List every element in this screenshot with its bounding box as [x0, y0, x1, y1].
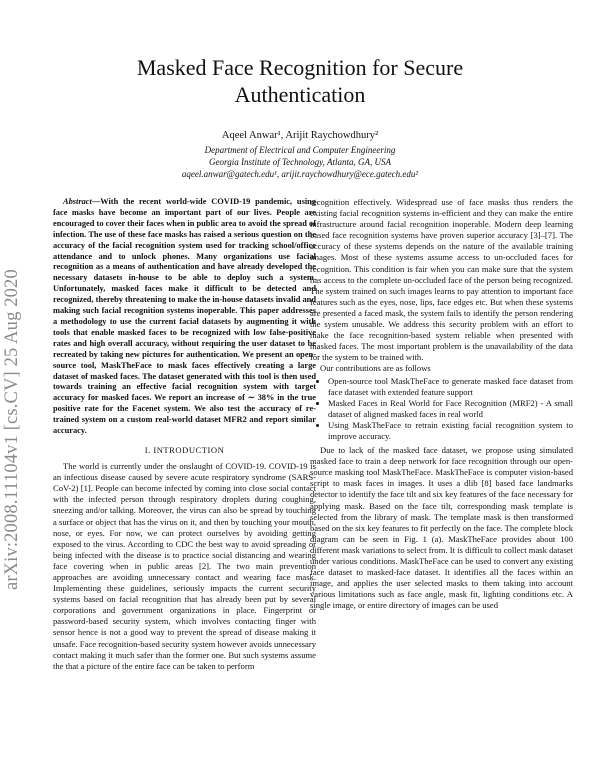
emails: aqeel.anwar@gatech.edu¹, arijit.raychowdhury@ece.gatech.edu²	[181, 169, 419, 179]
contributions-list	[310, 376, 573, 443]
list-item: • Open-source tool MaskTheFace to generate masked face dataset from face dataset with extended feature support	[328, 376, 573, 398]
authors: Aqeel Anwar¹, Arijit Raychowdhury²	[221, 130, 379, 141]
title-line-2: Authentication	[234, 82, 366, 107]
body-paragraph: Due to lack of the masked face dataset, we propose using simulated masked face to train a deep network for face recognition through our open-source masking tool MaskTheFace. MaskTheFace is computer vision-based script to mask faces in images. It uses a dlib [8] based face landmarks detector to identify the face tilt and six key features of the face necessary for applying mask. Based on the face tilt, corresponding mask template is selected from the library of mask. The template mask is then transformed based on the six key features to fit perfectly on the face. The complete block diagram can be seen in Fig. 1 (a). MaskTheFace provides about 100 different mask variations to select from. It is difficult to collect mask dataset under various conditions. MaskTheFace can be used to convert any existing face dataset to masked-face dataset. It identifies all the faces within an image, and applies the user selected masks to them taking into account various limitations such as face angle, mask fit, lighting conditions etc. A single image, or entire directory of images can be used	[310, 445, 573, 611]
right-column	[310, 197, 573, 611]
intro-paragraph: The world is currently under the onslaught of COVID-19. COVID-19 is an infectious disease caused by severe acute respiratory syndrome (SARS-CoV-2) [1]. People can become infected by coming into close social contact with the infected person through respiratory droplets during coughing, sneezing and/or talking. Moreover, the virus can also be spread by touching a surface or object that has the virus on it, and then by touching your mouth, nose, or eyes. For now, we can protect ourselves by avoiding getting exposed to the virus. According to CDC the best way to avoid spreading or being infected with the disease is to practice social distancing and wearing face covering when in public areas [2]. The two main prevention approaches are avoiding unnecessary contact and wearing face mask. Implementing these guidelines, seriously impacts the current security systems based on facial recognition that has already been put by several corporations and government organizations in place. Fingerprint or password-based security system, which involves contacting finger with sensor hence is not a good way to prevent the spread of disease making it unsafe. Face recognition-based security system however avoids unnecessary contact making it much safer than the former one. But such systems assume the that a picture of the entire face can be taken to perform	[53, 461, 316, 671]
abstract-lead: Abstract	[63, 197, 92, 206]
arxiv-stamp: arXiv:2008.11104v1 [cs.CV] 25 Aug 2020	[2, 269, 22, 590]
list-item: • Using MaskTheFace to retrain existing facial recognition system to improve accuracy.	[328, 420, 573, 442]
title-line-1: Masked Face Recognition for Secure	[136, 55, 464, 80]
department: Department of Electrical and Computer Engineering	[204, 145, 396, 155]
list-item: • Masked Faces in Real World for Face Recognition (MRF2) - A small dataset of aligned masked faces in real world	[328, 398, 573, 420]
institution: Georgia Institute of Technology, Atlanta, GA, USA	[209, 157, 391, 167]
section-heading-introduction: I. INTRODUCTION	[144, 444, 225, 455]
abstract	[53, 197, 316, 437]
body-paragraph: recognition effectively. Widespread use of face masks thus renders the existing facial recognition systems in-efficient and they can make the entire infrastructure around facial recognition inoperable. Modern deep learning based face recognition systems have proven superior accuracy [3]–[7]. The accuracy of these systems depends on the nature of the available training images. Most of these systems assume access to un-occluded faces for recognition. This condition is fair when you can make sure that the system has access to the complete un-occluded face of the person being recognized. The system trained on such images learns to pay attention to important face features such as the eyes, nose, lips, face edges etc. But when these systems are presented a faced mask, the system fails to identify the person rendering the system unusable. We address this security problem with an effort to make the face recognition-based system reliable when presented with masked faces. The most important problem is the unavailability of the data for the system to be trained with.	[310, 197, 573, 363]
left-column	[53, 197, 316, 672]
contributions-intro: Our contributions are as follows	[320, 363, 431, 374]
abstract-body: —With the recent world-wide COVID-19 pandemic, using face masks have become an important part of our lives. People are encouraged to cover their faces when in public area to avoid the spread of infection. The use of these face masks has raised a serious question on the accuracy of the facial recognition system used for tracking school/office attendance and to unlock phones. Many organizations use facial recognition as a means of authentication and have already developed the necessary datasets in-house to be able to deploy such a system. Unfortunately, masked faces make it difficult to be detected and recognized, thereby threatening to make the in-house datasets invalid and making such facial recognition systems inoperable. This paper addresses a methodology to use the current facial datasets by augmenting it with tools that enable masked faces to be recognized with low false-positive rates and high overall accuracy, without requiring the user dataset to be recreated by taking new pictures for authentication. We present an open-source tool, MaskTheFace to mask faces effectively creating a large dataset of masked faces. The dataset generated with this tool is then used towards training an effective facial recognition system with target accuracy for masked faces. We report an increase of ∼ 38% in the true positive rate for the Facenet system. We also test the accuracy of re-trained system on a custom real-world dataset MFR2 and report similar accuracy.	[53, 197, 316, 436]
paper-title	[60, 54, 540, 108]
